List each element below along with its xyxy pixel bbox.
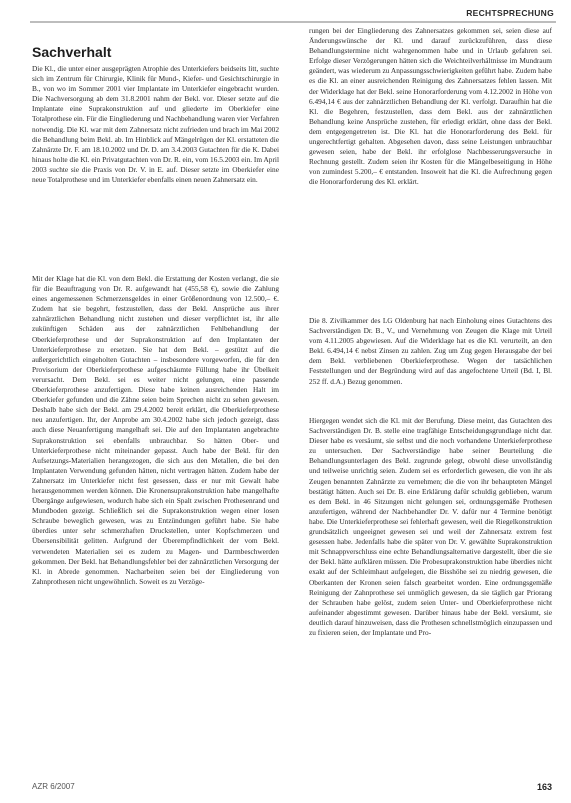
page-number: 163 [536,782,552,792]
right-paragraph-3: Hiergegen wendet sich die Kl. mit der Berufung. Diese meint, das Gutachten des Sachverständigen Dr. B. stelle eine tragfähige Entscheidungsgrundlage nicht dar. Dieser habe es versäumt, sie selbst und die noch vorhandene Unterkieferprothese zu untersuchen. Der Sachverständige habe seiner Beurteilung die Behandlungsunterlagen des Bekl. zugrunde gelegt, obwohl diese unvollständig und teilweise unrichtig seien. Zudem sei es erforderlich gewesen, die von ihr als Zeugen benannten Zahnärzte zu vernehmen; die die von ihr behaupteten Mängel bestätigt hätten. Auch sei Dr. B. eine Erklärung dafür schuldig geblieben, warum es dem Bekl. in 46 Sitzungen nicht gelungen sei, ordnungsgemäße Prothesen anzufertigen, während der Nachbehandler Dr. V. dafür nur 4 Termine benötigt habe. Die Unterkieferprothese sei fehlerhaft gewesen, weil die Riegelkonstruktion grundsätzlich ungeeignet gewesen sei und weil der Zahnersatz extrem fest gesessen habe. Jedenfalls habe die später von Dr. V. gewählte Suprakonstruktion mit Schnappverschluss eine echte Behandlungsalternative dargestellt, über die sie der Bekl. hätte aufklären müssen. Die Probesuprakonstruktion habe überdies nicht exakt auf der Schleimhaut aufgelegen, die Bisshöhe sei zu niedrig gewesen, die Oberkanten der Kronen seien falsch gearbeitet worden. Eine ordnungsgemäße Reinigung der Zahnprothese sei unmöglich gewesen, da sie täglich gar Priorang der Schrauben habe gelöst, zudem seien Unter- und Oberkieferprothese nicht aufeinander abgestimmt gewesen. Darüber hinaus habe der Bekl. versäumt, sie deutlich darauf hinzuweisen, dass die Prothesen schnellstmöglich einzupassen und zu fixieren seien, der Implantate und Pro- [309,416,552,637]
right-paragraph-1: rungen bei der Eingliederung des Zahnersatzes gekommen sei, seien diese auf Änderungswünsche der Kl. und darauf zurückzuführen, dass diese Behandlungstermine nicht wahrgenommen habe und in Urlaub gefahren sei. Erfolge dieser Verzögerungen hätten sich die Weichteilverhältnisse im Mundraum geändert, was wiederum zu Anpassungsschwierigkeiten geführt habe. Zudem habe es die Kl. an einer ausreichenden Reinigung des Zahnersatzes fehlen lassen. Mit der Widerklage hat der Bekl. seine Honorarforderung vom 4.12.2002 in Höhe von 6.494,14 € aus der zahnärztlichen Behandlung der Kl. verfolgt. Daraufhin hat die Kl. die Begehren, festzustellen, dass dem Bekl. aus der zahnärztlichen Behandlung keine Ansprüche zustehen, für erledigt erklärt, ohne dass der Bekl. dem entgegengetreten ist. Die Kl. hat die Honorarforderung des Bekl. für ungerechtfertigt gehalten. Abgesehen davon, dass seine Leistungen unbrauchbar gewesen seien, habe der Bekl. ihr erfolglose Nachbesserungsversuche in Rechnung gestellt. Zudem seien ihr Kosten für die Mängelbeseitigung in Höhe von zumindest 5.200,– € entstanden. Insoweit hat die Kl. die Aufrechnung gegen die Honorarforderung des Kl. erklärt. [309,26,552,187]
right-column [309,26,552,766]
journal-reference: AZR 6/2007 [32,782,75,791]
article-heading: Sachverhalt [32,44,112,60]
left-paragraph-1: Die Kl., die unter einer ausgeprägten Atrophie des Unterkiefers beidseits litt, suchte sich im Zentrum für Chirurgie, Klinik für Mund-, Kiefer- und Gesichtschirurgie in B., von wo im Sommer 2001 vier Implantate im Unterkiefer eingebracht wurden. Die Nachversorgung ab dem 31.8.2001 nahm der Bekl. vor. Dieser setzte auf die Implantate eine Suprakonstruktion auf und gliederte im Oberkiefer eine Totalprothese ein. Für die Eingliederung und Nachbehandlung waren vier Verfahren notwendig. Die Kl. war mit dem Zahnersatz nicht zufrieden und brach im Mai 2002 die Behandlung beim Bekl. ab. Im Hinblick auf Mängelrügen der Kl. erstatteten die Zahnärzte Dr. F. am 18.10.2002 und Dr. D. am 3.4.2003 Gutachten für die K. Dabei hinaus holte die Kl. ein Privatgutachten von Dr. R. ein, vom 16.5.2003 ein. Im April 2003 suchte sie die Praxis von Dr. V. in E. auf. Dieser setzte im Oberkiefer eine neue Totalprothese und im Unterkiefer ebenfalls einen neuen Zahnersatz ein. [32,64,279,185]
left-paragraph-2: Mit der Klage hat die Kl. von dem Bekl. die Erstattung der Kosten verlangt, die sie für die Beauftragung von Dr. R. aufgewandt hat (455,58 €), sowie die Zahlung eines angemessenen Schmerzensgeldes in einer Größenordnung von 12.500,– €. Zudem hat sie begehrt, festzustellen, dass der Bekl. Ansprüche aus ihrer zahnärztlichen Behandlung nicht zustehen und dieser verpflichtet ist, ihr alle zukünftigen Schäden aus der zahnärztlichen Fehlbehandlung der Oberkieferprothese und der Suprakonstruktion auf den Implantaten der Unterkieferprothese zu ersetzen. Sie hat dem Bekl. – gestützt auf die außergerichtlich eingeholten Gutachten – insbesondere vorgeworfen, die für den Provisorium der Oberkieferprothese aufgeschäumte Füllung habe ihr Übelkeit verursacht. Dem Bekl. sei es weiter nicht gelungen, eine passende Oberkieferprothese anzufertigen. Diese habe keinen ausreichenden Halt im Oberkiefer gefunden und die Zähne seien beim Sprechen nicht zu sehen gewesen. Deshalb habe sich der Bekl. am 29.4.2002 bereit erklärt, die Oberkieferprothese neu anzufertigen. Ihr, der Anprobe am 30.4.2002 habe sich jedoch gezeigt, dass auch diese Neuanfertigung mangelhaft sei. Die auf den Implantaten angebrachte Suprakonstruktion sei ebenfalls unbrauchbar. So hätten Ober- und Unterkieferprothese nicht miteinander gepasst. Auch habe der Bekl. für den Aufsetzungs-Materialien herangezogen, die sich aus den Metallen, die bei den Implantaten Verwendung gefunden hätten, nicht vertragen hätten. Zudem habe der Zahnersatz im Unterkiefer nicht fest gesessen, dass er nur mit Gewalt habe herausgenommen werden können. Die Kronensuprakonstruktion habe mangelhafte Übergänge aufgewiesen, wodurch habe sich ein Spalt zwischen Prothesenrand und Mundboden gezeigt. Schließlich sei die Suprakonstruktion wegen einer losen Schraube beweglich gewesen, was zu Entzündungen geführt habe. Sie habe überdies unter sehr schmerzhaften Druckstellen, unter Kopfschmerzen und Übersensibilität gelitten. Aufgrund der Überempfindlichkeit der vom Bekl. verwendeten Materialien sei es zudem zu Magen- und Darmbeschwerden gekommen. Der Bekl. hat Behandlungsfehler bei der zahnärztlichen Versorgung der Kl. in Abrede genommen. Nacharbeiten seien bei der Eingliederung von Zahnprothesen nicht ungewöhnlich. Soweit es zu Verzöge- [32,274,279,586]
left-column [32,64,279,774]
right-paragraph-2: Die 8. Zivilkammer des LG Oldenburg hat nach Einholung eines Gutachtens des Sachverständigen Dr. B., V., und Vernehmung von Zeugen die Klage mit Urteil vom 4.11.2005 abgewiesen. Auf die Widerklage hat es die Kl. verurteilt, an den Bekl. 6.494,14 € nebst Zinsen zu zahlen. Zug um Zug gegen Herausgabe der bei dem Bekl. verbliebenen Oberkieferprothese. Wegen der tatsächlichen Feststellungen und der Begründung wird auf das angefochtene Urteil (Bd. I, Bl. 252 ff. d.A.) Bezug genommen. [309,316,552,386]
section-label: RECHTSPRECHUNG [466,8,554,18]
header-rule [30,21,556,23]
